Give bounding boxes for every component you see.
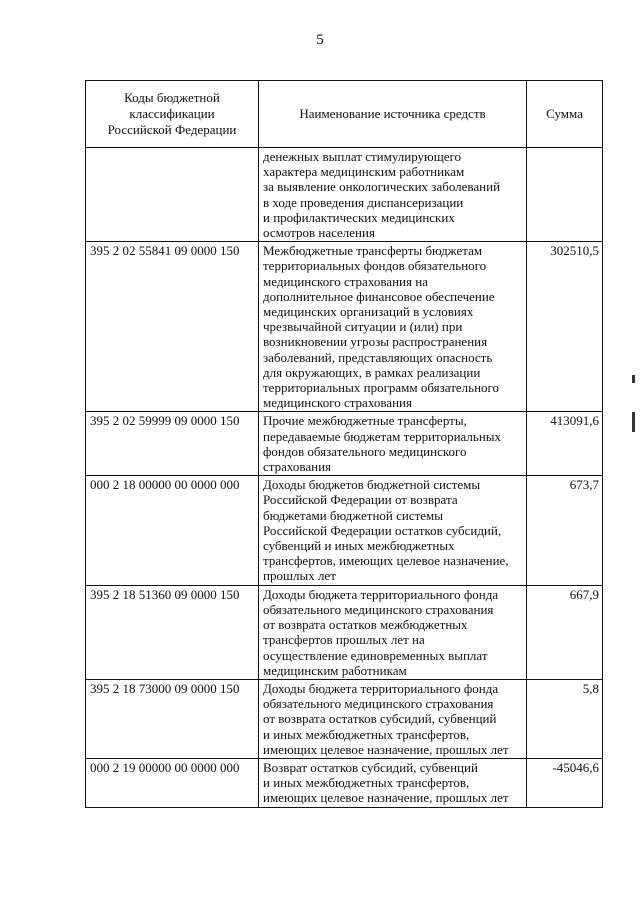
source-name-line: медицинским работникам	[263, 662, 407, 678]
source-name-line: трансфертов, имеющих целевое назначение,	[263, 553, 509, 569]
source-name-line: Межбюджетные трансферты бюджетам	[263, 243, 483, 259]
table-header-row	[86, 81, 603, 148]
table-row	[86, 585, 603, 679]
header-code-line: Коды бюджетной	[124, 90, 220, 105]
sum-cell: -45046,6	[527, 758, 603, 807]
source-name-line: денежных выплат стимулирующего	[263, 149, 462, 164]
source-name-cell	[259, 148, 527, 242]
source-name-cell	[259, 242, 527, 412]
table-body	[86, 148, 603, 808]
source-name-line: от возврата остатков субсидий, субвенций	[263, 711, 497, 727]
sum-cell: 5,8	[527, 679, 603, 758]
budget-code-cell: 000 2 19 00000 00 0000 000	[86, 758, 259, 807]
table-row	[86, 148, 603, 242]
budget-code-cell: 395 2 02 59999 09 0000 150	[86, 412, 259, 476]
budget-code-cell	[86, 148, 259, 242]
source-name-line: и профилактических медицинских	[263, 209, 455, 225]
table-row	[86, 242, 603, 412]
budget-code-cell: 395 2 02 55841 09 0000 150	[86, 242, 259, 412]
source-name-line: дополнительное финансовое обеспечение	[263, 288, 495, 304]
scan-edge-mark	[632, 375, 635, 383]
budget-code-cell: 000 2 18 00000 00 0000 000	[86, 476, 259, 585]
source-name-line: медицинского страхования на	[263, 273, 428, 289]
header-code	[86, 81, 259, 148]
source-name-line: заболеваний, представляющих опасность	[263, 349, 493, 365]
sum-cell: 673,7	[527, 476, 603, 585]
source-name-cell	[259, 758, 527, 807]
source-name-line: обязательного медицинского страхования	[263, 696, 494, 712]
sum-cell: 667,9	[527, 585, 603, 679]
source-name-cell	[259, 412, 527, 476]
table-row	[86, 679, 603, 758]
source-name-line: за выявление онкологических заболеваний	[263, 179, 501, 195]
table-row	[86, 476, 603, 585]
page-number: 5	[316, 32, 324, 48]
source-name-line: и иных межбюджетных трансфертов,	[263, 775, 470, 791]
sum-cell	[527, 148, 603, 242]
source-name-line: осмотров населения	[263, 225, 375, 241]
budget-code-cell: 395 2 18 51360 09 0000 150	[86, 585, 259, 679]
table-row	[86, 758, 603, 807]
source-name-line: возникновении угрозы распространения	[263, 334, 488, 350]
source-name-line: страхования	[263, 459, 332, 475]
source-name-line: характера медицинским работникам	[263, 164, 465, 180]
source-name-line: Доходы бюджетов бюджетной системы	[263, 477, 481, 493]
source-name-line: трансфертов прошлых лет на	[263, 632, 425, 648]
source-name-line: для окружающих, в рамках реализации	[263, 364, 481, 380]
header-code-line: классификации	[129, 106, 215, 121]
sum-cell: 302510,5	[527, 242, 603, 412]
source-name-line: бюджетами бюджетной системы	[263, 507, 444, 523]
source-name-line: прошлых лет	[263, 568, 336, 584]
header-sum: Сумма	[527, 81, 603, 148]
header-code-line: Российской Федерации	[107, 122, 237, 137]
source-name-line: Российской Федерации остатков субсидий,	[263, 522, 502, 538]
source-name-line: осуществление единовременных выплат	[263, 647, 488, 663]
source-name-line: Возврат остатков субсидий, субвенций	[263, 759, 478, 775]
header-name: Наименование источника средств	[259, 81, 527, 148]
sum-cell: 413091,6	[527, 412, 603, 476]
source-name-line: субвенций и иных межбюджетных	[263, 538, 455, 554]
source-name-line: от возврата остатков межбюджетных	[263, 617, 468, 633]
source-name-line: территориальных программ обязательного	[263, 380, 500, 396]
source-name-line: Доходы бюджета территориального фонда	[263, 586, 499, 602]
source-name-line: фондов обязательного медицинского	[263, 443, 467, 459]
table-row	[86, 412, 603, 476]
source-name-line: имеющих целевое назначение, прошлых лет	[263, 790, 509, 806]
source-name-line: обязательного медицинского страхования	[263, 601, 494, 617]
source-name-line: передаваемые бюджетам территориальных	[263, 428, 502, 444]
source-name-line: Российской Федерации от возврата	[263, 492, 458, 508]
source-name-line: Прочие межбюджетные трансферты,	[263, 413, 467, 429]
source-name-cell	[259, 476, 527, 585]
source-name-line: территориальных фондов обязательного	[263, 258, 487, 274]
source-name-line: и иных межбюджетных трансфертов,	[263, 726, 470, 742]
source-name-line: имеющих целевое назначение, прошлых лет	[263, 741, 509, 757]
source-name-line: чрезвычайной ситуации и (или) при	[263, 319, 463, 335]
source-name-line: медицинских организаций в условиях	[263, 304, 474, 320]
source-name-line: в ходе проведения диспансеризации	[263, 194, 464, 210]
budget-code-cell: 395 2 18 73000 09 0000 150	[86, 679, 259, 758]
scan-edge-mark	[632, 412, 635, 432]
budget-sources-table	[85, 80, 603, 808]
source-name-line: Доходы бюджета территориального фонда	[263, 680, 499, 696]
source-name-line: медицинского страхования	[263, 395, 412, 411]
source-name-cell	[259, 585, 527, 679]
source-name-cell	[259, 679, 527, 758]
